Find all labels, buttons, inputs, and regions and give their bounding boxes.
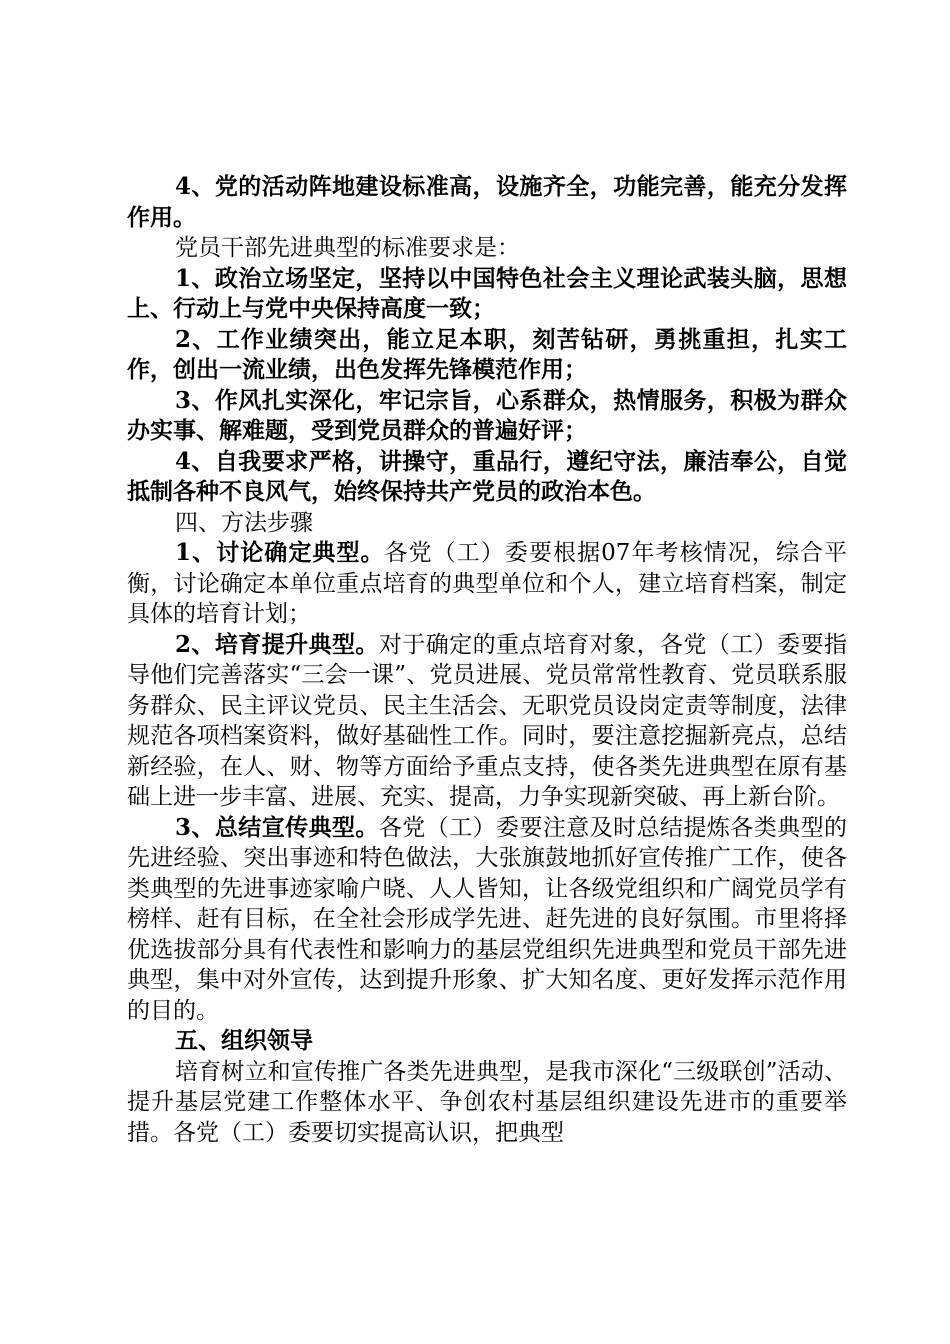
paragraph-text: 各党（工）委要注意及时总结提炼各类典型的先进经验、突出事迹和特色做法，大张旗鼓地抓好宣传推广工作，使各类典型的先进事迹家喻户晓、人人皆知，让各级党组织和广阔党员学有榜样、赶有目标，在全社会形成学先进、赶先进的良好氛围。市里将择优选拔部分具有代表性和影响力的基层党组织先进典型和党员干部先进典型，集中对外宣传，达到提升形象、扩大知名度、更好发挥示范作用的目的。 — [127, 814, 847, 1024]
paragraph-text: 各党（工）委要根据07年考核情况，综合平衡，讨论确定本单位重点培育的典型单位和个人，建立培育档案，制定具体的培育计划； — [127, 540, 847, 627]
document-body — [127, 172, 847, 1148]
paragraph: 4、自我要求严格，讲操守，重品行，遵纪守法，廉洁奉公，自觉抵制各种不良风气，始终保持共产党员的政治本色。 — [127, 447, 847, 505]
paragraph: 1、政治立场坚定，坚持以中国特色社会主义理论武装头脑，思想上、行动上与党中央保持高度一致； — [127, 264, 847, 322]
paragraph — [127, 630, 847, 813]
paragraph-text: 对于确定的重点培育对象，各党（工）委要指导他们完善落实“三会一课”、党员进展、党员常常性教育、党员联系服务群众、民主评议党员、民主生活会、无职党员设岗定责等制度，法律规范各项档案资料，做好基础性工作。同时，要注意挖掘新亮点，总结新经验，在人、财、物等方面给予重点支持，使各类先进典型在原有基础上进一步丰富、进展、充实、提高，力争实现新突破、再上新台阶。 — [127, 631, 847, 810]
paragraph: 党员干部先进典型的标准要求是： — [175, 235, 520, 261]
paragraph — [127, 813, 847, 1027]
paragraph-lead: 3、总结宣传典型。 — [175, 813, 379, 841]
section-heading: 四、方法步骤 — [175, 509, 313, 536]
paragraph-lead: 2、培育提升典型。 — [175, 630, 379, 658]
paragraph: 3、作风扎实深化，牢记宗旨，心系群众，热情服务，积极为群众办实事、解难题，受到党员群众的普遍好评； — [127, 386, 847, 444]
paragraph — [127, 538, 847, 630]
paragraph: 4、党的活动阵地建设标准高，设施齐全，功能完善，能充分发挥作用。 — [127, 173, 847, 231]
paragraph-lead: 1、讨论确定典型。 — [175, 539, 385, 566]
paragraph: 2、工作业绩突出，能立足本职，刻苦钻研，勇挑重担，扎实工作，创出一流业绩，出色发挥先锋模范作用； — [127, 325, 847, 383]
paragraph: 培育树立和宣传推广各类先进典型，是我市深化“三级联创”活动、提升基层党建工作整体水平、争创农村基层组织建设先进市的重要举措。各党（工）委要切实提高认识，把典型 — [127, 1058, 847, 1146]
section-heading: 五、组织领导 — [175, 1027, 313, 1054]
